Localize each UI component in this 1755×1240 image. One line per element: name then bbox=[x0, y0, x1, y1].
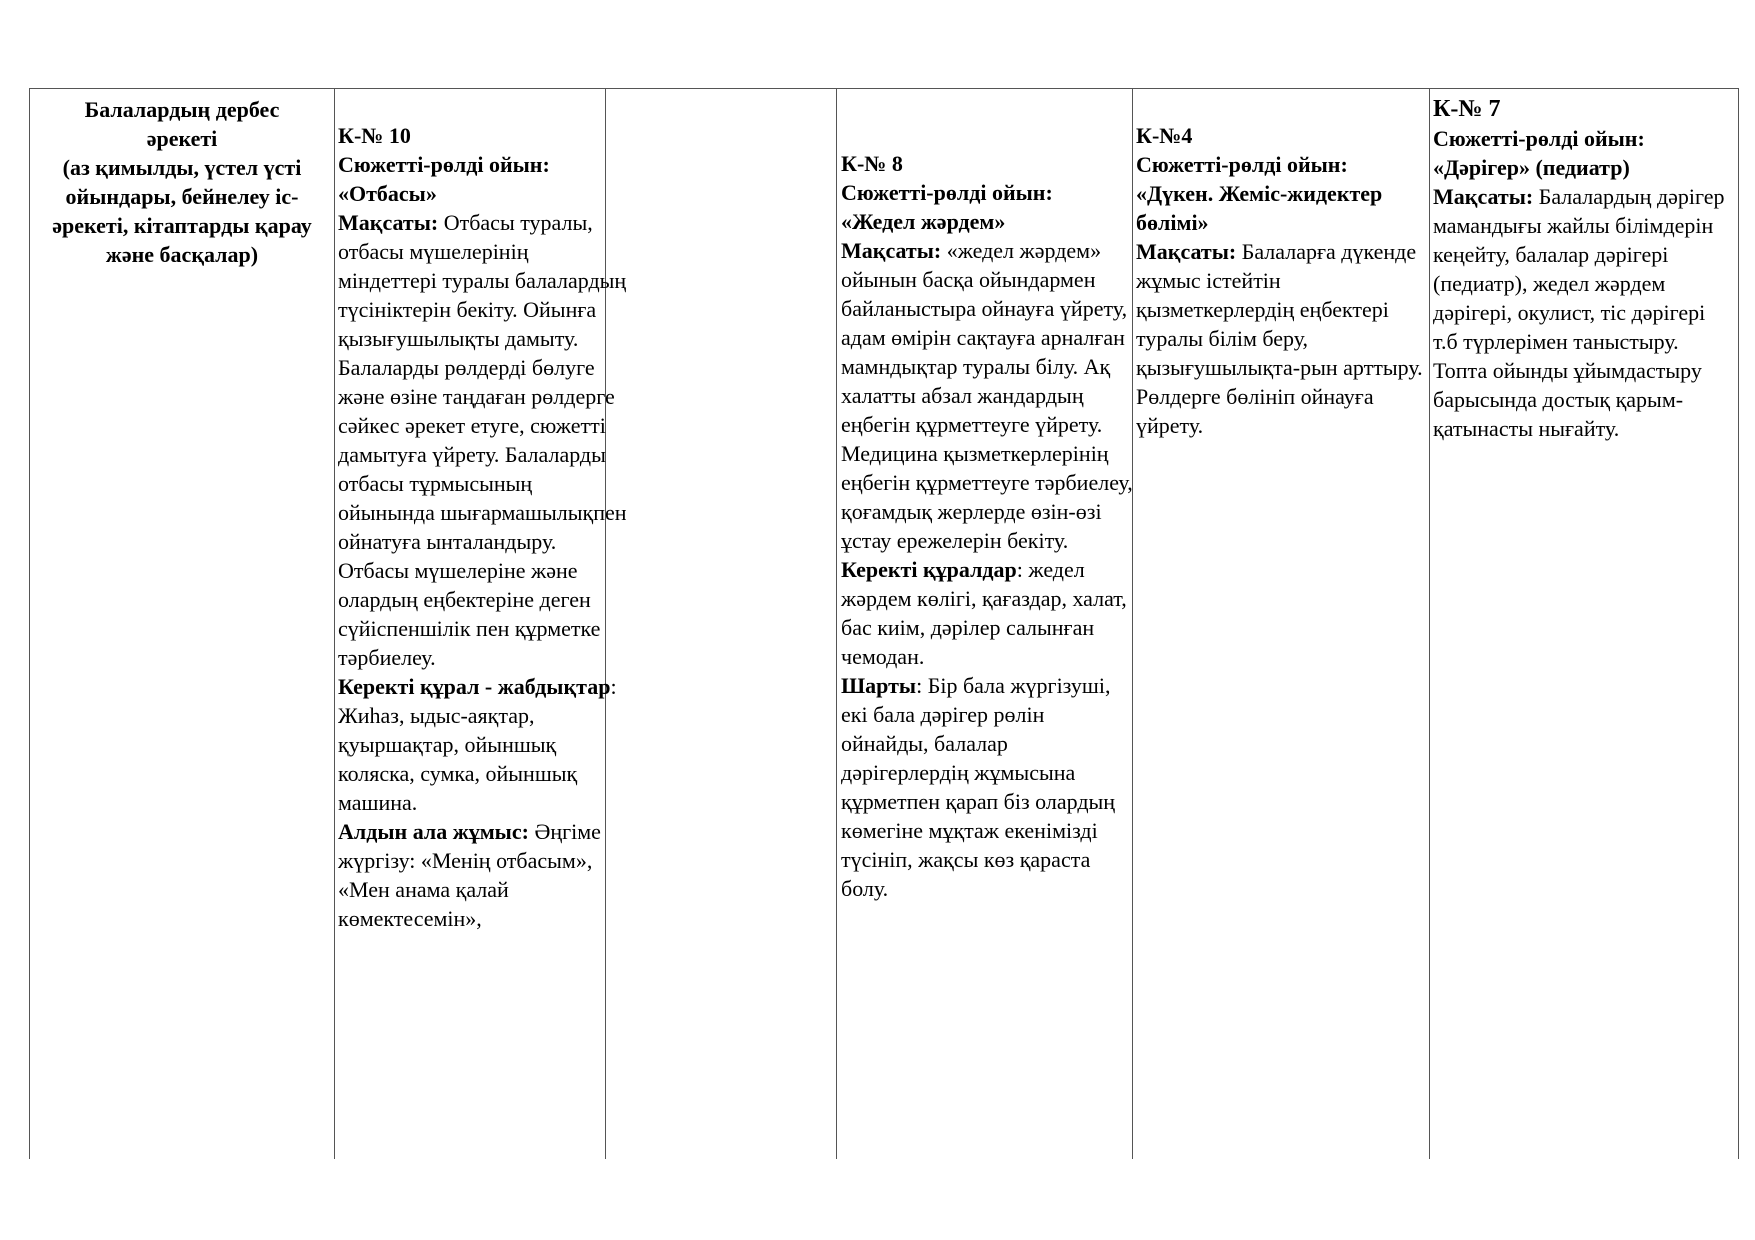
rules-text: : Бір бала жүргізуші, екі бала дәрігер рөлін ойнайды, балалар дәрігерлердің жұмысына құрметпен қарап біз олардың көмегіне мұқтаж екенімізді түсініп, жақсы көз қараста болу. bbox=[841, 673, 1116, 901]
game-code: К-№ 7 bbox=[1433, 96, 1501, 122]
prep-text: Әңгіме жүргізу: «Менің отбасым», «Мен анама қалай көмектесемін», bbox=[338, 819, 601, 931]
game-cell-ambulance bbox=[841, 149, 1133, 903]
game-type: Сюжетті-рөлді ойын: bbox=[1433, 126, 1645, 151]
header-line-2: әрекеті bbox=[146, 126, 218, 151]
goal-label: Мақсаты: bbox=[841, 238, 942, 263]
game-cell-doctor bbox=[1433, 95, 1735, 443]
game-code: К-№4 bbox=[1136, 123, 1193, 148]
header-line-3: (аз қимылды, үстел үсті ойындары, бейнелеу іс-әрекеті, кітаптарды қарау және басқалар) bbox=[52, 155, 312, 267]
rules-label: Шарты bbox=[841, 673, 917, 698]
game-tools bbox=[841, 555, 1133, 671]
goal-text: Балалардың дәрігер мамандығы жайлы білімдерін кеңейту, балалар дәрігері (педиатр), жедел жәрдем дәрігері, окулист, тіс дәрігері т.б түрлерімен таныстыру. Топта ойынды ұйымдастыру барысында достық қарым-қатынасты нығайту. bbox=[1433, 184, 1725, 441]
game-type: Сюжетті-рөлді ойын: bbox=[841, 180, 1053, 205]
game-prep bbox=[338, 817, 628, 933]
goal-text: «жедел жәрдем» ойынын басқа ойындармен байланыстыра ойнауға үйрету, адам өмірін сақтауға арналған мамндықтар туралы білу. Ақ халатты абзал жандардың еңбегін құрметтеуге үйрету. Медицина қызметкерлерінің еңбегін құрметтеуге тәрбиелеу, қоғамдық жерлерде өзін-өзі ұстау ережелерін бекіту. bbox=[841, 238, 1133, 553]
game-title: «Отбасы» bbox=[338, 181, 437, 206]
game-goal bbox=[1136, 237, 1428, 440]
game-tools bbox=[338, 672, 628, 817]
game-title: «Дүкен. Жеміс-жидектер бөлімі» bbox=[1136, 181, 1383, 235]
prep-label: Алдын ала жұмыс: bbox=[338, 819, 529, 844]
game-cell-shop bbox=[1136, 121, 1428, 440]
tools-label: Керекті құралдар bbox=[841, 557, 1017, 582]
goal-label: Мақсаты: bbox=[1433, 184, 1534, 209]
game-cell-family bbox=[338, 121, 628, 933]
header-line-1: Балалардың дербес bbox=[84, 97, 280, 122]
goal-label: Мақсаты: bbox=[1136, 239, 1237, 264]
game-goal bbox=[841, 236, 1133, 555]
column-divider-3 bbox=[836, 89, 837, 1159]
tools-label: Керекті құрал - жабдықтар bbox=[338, 674, 611, 699]
goal-text: Балаларға дүкенде жұмыс істейтін қызметкерлердің еңбектері туралы білім беру, қызығушылықта-рын арттыру. Рөлдерге бөлініп ойнауға үйрету. bbox=[1136, 239, 1423, 438]
game-type: Сюжетті-рөлді ойын: bbox=[338, 152, 550, 177]
game-code: К-№ 8 bbox=[841, 151, 903, 176]
column-divider-5 bbox=[1429, 89, 1430, 1159]
game-type: Сюжетті-рөлді ойын: bbox=[1136, 152, 1348, 177]
game-rules bbox=[841, 671, 1133, 903]
goal-text: Отбасы туралы, отбасы мүшелерінің міндеттері туралы балалардың түсініктерін бекіту. Ойынға қызығушылықты дамыту. Балаларды рөлдерді бөлуге және өзіне таңдаған рөлдерге сәйкес әрекет етуге, сюжетті дамытуға үйрету. Балаларды отбасы тұрмысының ойынында шығармашылықпен ойнатуға ынталандыру. Отбасы мүшелеріне және олардың еңбектеріне деген сүйіспеншілік пен құрметке тәрбиелеу. bbox=[338, 210, 627, 670]
game-code: К-№ 10 bbox=[338, 123, 411, 148]
table-border-right bbox=[1738, 89, 1739, 1159]
game-goal bbox=[338, 208, 628, 672]
tools-text: : Жиһаз, ыдыс-аяқтар, қуыршақтар, ойыншық коляска, сумка, ойыншық машина. bbox=[338, 674, 617, 815]
activity-table bbox=[29, 88, 1739, 1159]
game-title: «Жедел жәрдем» bbox=[841, 209, 1006, 234]
goal-label: Мақсаты: bbox=[338, 210, 439, 235]
game-goal bbox=[1433, 182, 1735, 443]
header-cell bbox=[35, 95, 329, 269]
tools-text: : жедел жәрдем көлігі, қағаздар, халат, бас киім, дәрілер салынған чемодан. bbox=[841, 557, 1127, 669]
table-border-left bbox=[29, 89, 30, 1159]
column-divider-1 bbox=[334, 89, 335, 1159]
game-title: «Дәрігер» (педиатр) bbox=[1433, 155, 1630, 180]
